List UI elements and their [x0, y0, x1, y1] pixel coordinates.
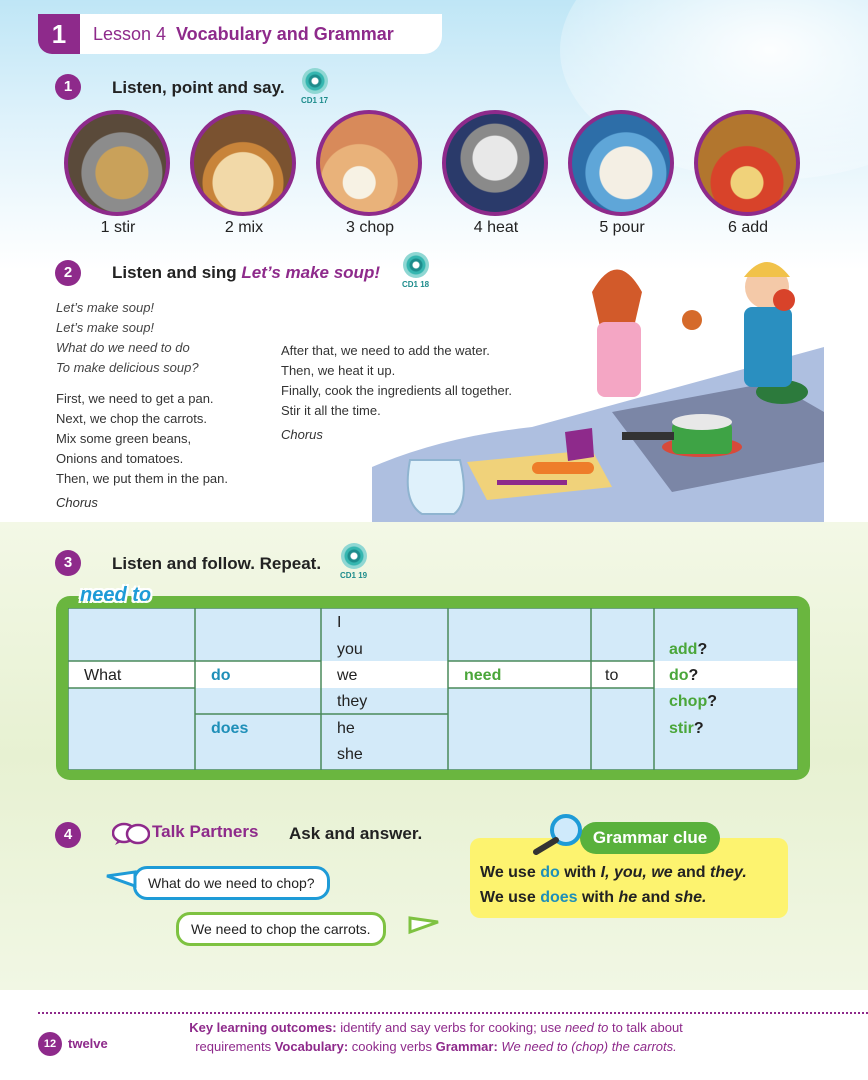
song-title: Let’s make soup!	[241, 263, 380, 282]
table-cell-subject: we	[337, 667, 358, 684]
speech-bubbles-icon	[112, 822, 150, 846]
activity-4-instruction: Ask and answer.	[289, 824, 423, 843]
table-cell-verb: stir?	[669, 720, 704, 737]
verb-caption: 1 stir	[100, 219, 136, 236]
cd-track-label: CD1 19	[340, 571, 368, 580]
cd-icon[interactable]	[302, 68, 328, 94]
heat-photo	[442, 110, 548, 216]
table-cell-subject: they	[337, 693, 368, 710]
verb-caption: 4 heat	[473, 219, 519, 236]
bubble-tail	[105, 866, 137, 892]
lesson-label: Lesson 4	[93, 24, 167, 44]
activity-1-number: 1	[55, 74, 81, 100]
lesson-title: Vocabulary and Grammar	[176, 24, 394, 44]
cd-track-label: CD1 17	[301, 96, 329, 105]
table-cell-do: do	[211, 667, 231, 684]
table-cell-subject: she	[337, 746, 363, 763]
activity-2-number: 2	[55, 260, 81, 286]
song-chorus: Let’s make soup! Let’s make soup! What do we need to do To make delicious soup?	[56, 300, 199, 375]
table-cell-subject: he	[337, 720, 355, 737]
activity-1-instruction: Listen, point and say.	[112, 78, 285, 97]
verb-caption: 3 chop	[345, 219, 395, 236]
table-cell-verb: do?	[669, 667, 699, 684]
table-cell-verb: add?	[669, 641, 708, 658]
grammar-clue-line-2: We use does with he and she.	[480, 889, 707, 906]
talk-partners-label: Talk Partners	[152, 822, 259, 841]
add-photo	[694, 110, 800, 216]
grammar-clue-title: Grammar clue	[580, 822, 720, 854]
song-verse-1: First, we need to get a pan. Next, we chop the carrots. Mix some green beans, Onions and tomatoes. Then, we put them in the pan. Chorus	[56, 391, 228, 510]
table-cell-need: need	[464, 667, 502, 684]
activity-2-instruction: Listen and sing Let’s make soup!	[112, 263, 380, 282]
song-verse-2: After that, we need to add the water. Then, we heat it up. Finally, cook the ingredients all together. Stir it all the time. Chorus	[281, 343, 513, 442]
table-cell-to: to	[605, 667, 619, 684]
learning-outcomes: Key learning outcomes: identify and say verbs for cooking; use need to to talk about requirements Vocabulary: cooking verbs Grammar: We need to (chop) the carrots.	[189, 1020, 683, 1054]
grammar-table	[68, 608, 798, 770]
verb-caption: 6 add	[727, 219, 769, 236]
page-number: 12	[38, 1032, 62, 1056]
chop-photo	[316, 110, 422, 216]
table-cell-what: What	[84, 667, 122, 684]
page-number-word: twelve	[68, 1036, 108, 1051]
table-cell-verb: chop?	[669, 693, 717, 710]
table-cell-does: does	[211, 720, 249, 737]
question-bubble: What do we need to chop?	[133, 866, 330, 900]
kitchen-illustration	[372, 252, 824, 522]
cd-icon[interactable]	[341, 543, 367, 569]
mix-photo	[190, 110, 296, 216]
verb-caption: 2 mix	[224, 219, 264, 236]
activity-3-instruction: Listen and follow. Repeat.	[112, 554, 322, 573]
magnifier-icon	[530, 812, 586, 856]
table-cell-subject: you	[337, 641, 363, 658]
unit-number: 1	[38, 14, 80, 54]
stir-photo	[64, 110, 170, 216]
bubble-tail	[408, 912, 440, 938]
footer-divider	[38, 1012, 868, 1014]
table-cell-subject: I	[337, 614, 342, 631]
answer-bubble: We need to chop the carrots.	[176, 912, 386, 946]
verb-caption: 5 pour	[599, 219, 645, 236]
cd-track-label: CD1 18	[402, 280, 430, 289]
activity-3-number: 3	[55, 550, 81, 576]
pour-photo	[568, 110, 674, 216]
grammar-clue-line-1: We use do with I, you, we and they.	[480, 864, 747, 881]
need-to-label: need to	[80, 584, 152, 606]
activity-4-number: 4	[55, 822, 81, 848]
